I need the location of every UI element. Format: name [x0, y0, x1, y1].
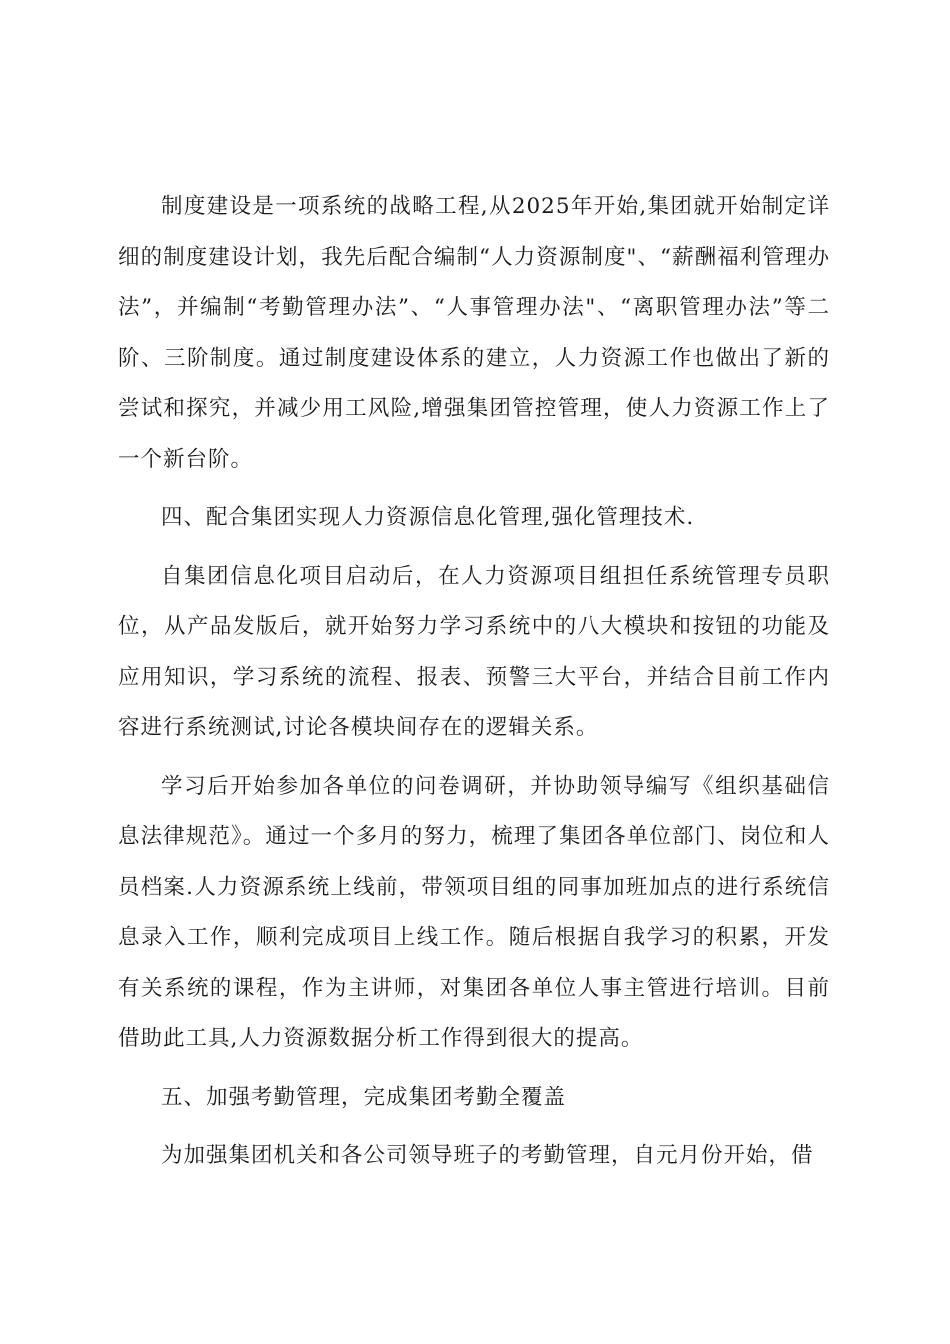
- paragraph-attendance: 为加强集团机关和各公司领导班子的考勤管理，自元月份开始，借: [161, 1143, 814, 1168]
- paragraph-system-building: 制度建设是一项系统的战略工程,从2025年开始,集团就开始制定详细的制度建设计划，我先后配合编制“人力资源制度"、“薪酬福利管理办法”，并编制“考勤管理办法”、“人事管理办法"、“离职管理办法”等二阶、三阶制度。通过制度建设体系的建立，人力资源工作也做出了新的尝试和探究，并减少用工风险,增强集团管控管理，使人力资源工作上了一个新台阶。: [118, 194, 830, 472]
- section-heading-five: 五、加强考勤管理，完成集团考勤全覆盖: [161, 1084, 567, 1110]
- document-body: [118, 182, 830, 1182]
- paragraph-gap: [118, 1123, 830, 1131]
- paragraph-training: 学习后开始参加各单位的问卷调研，并协助领导编写《组织基础信息法律规范》。通过一个多月的努力，梳理了集团各单位部门、岗位和人员档案.人力资源系统上线前，带领项目组的同事加班加点的进行系统信息录入工作，顺利完成项目上线工作。随后根据自我学习的积累，开发有关系统的课程，作为主讲师，对集团各单位人事主管进行培训。目前借助此工具,人力资源数据分析工作得到很大的提高。: [118, 773, 830, 1051]
- paragraph-informatization: 自集团信息化项目启动后，在人力资源项目组担任系统管理专员职位，从产品发版后，就开始努力学习系统中的八大模块和按钮的功能及应用知识，学习系统的流程、报表、预警三大平台，并结合目前工作内容进行系统测试,讨论各模块间存在的逻辑关系。: [118, 563, 830, 740]
- paragraph-gap: [118, 754, 830, 762]
- paragraph-gap: [118, 485, 830, 493]
- paragraph-gap: [118, 1065, 830, 1073]
- section-heading-four: 四、配合集团实现人力资源信息化管理,强化管理技术.: [161, 505, 695, 530]
- paragraph-gap: [118, 544, 830, 552]
